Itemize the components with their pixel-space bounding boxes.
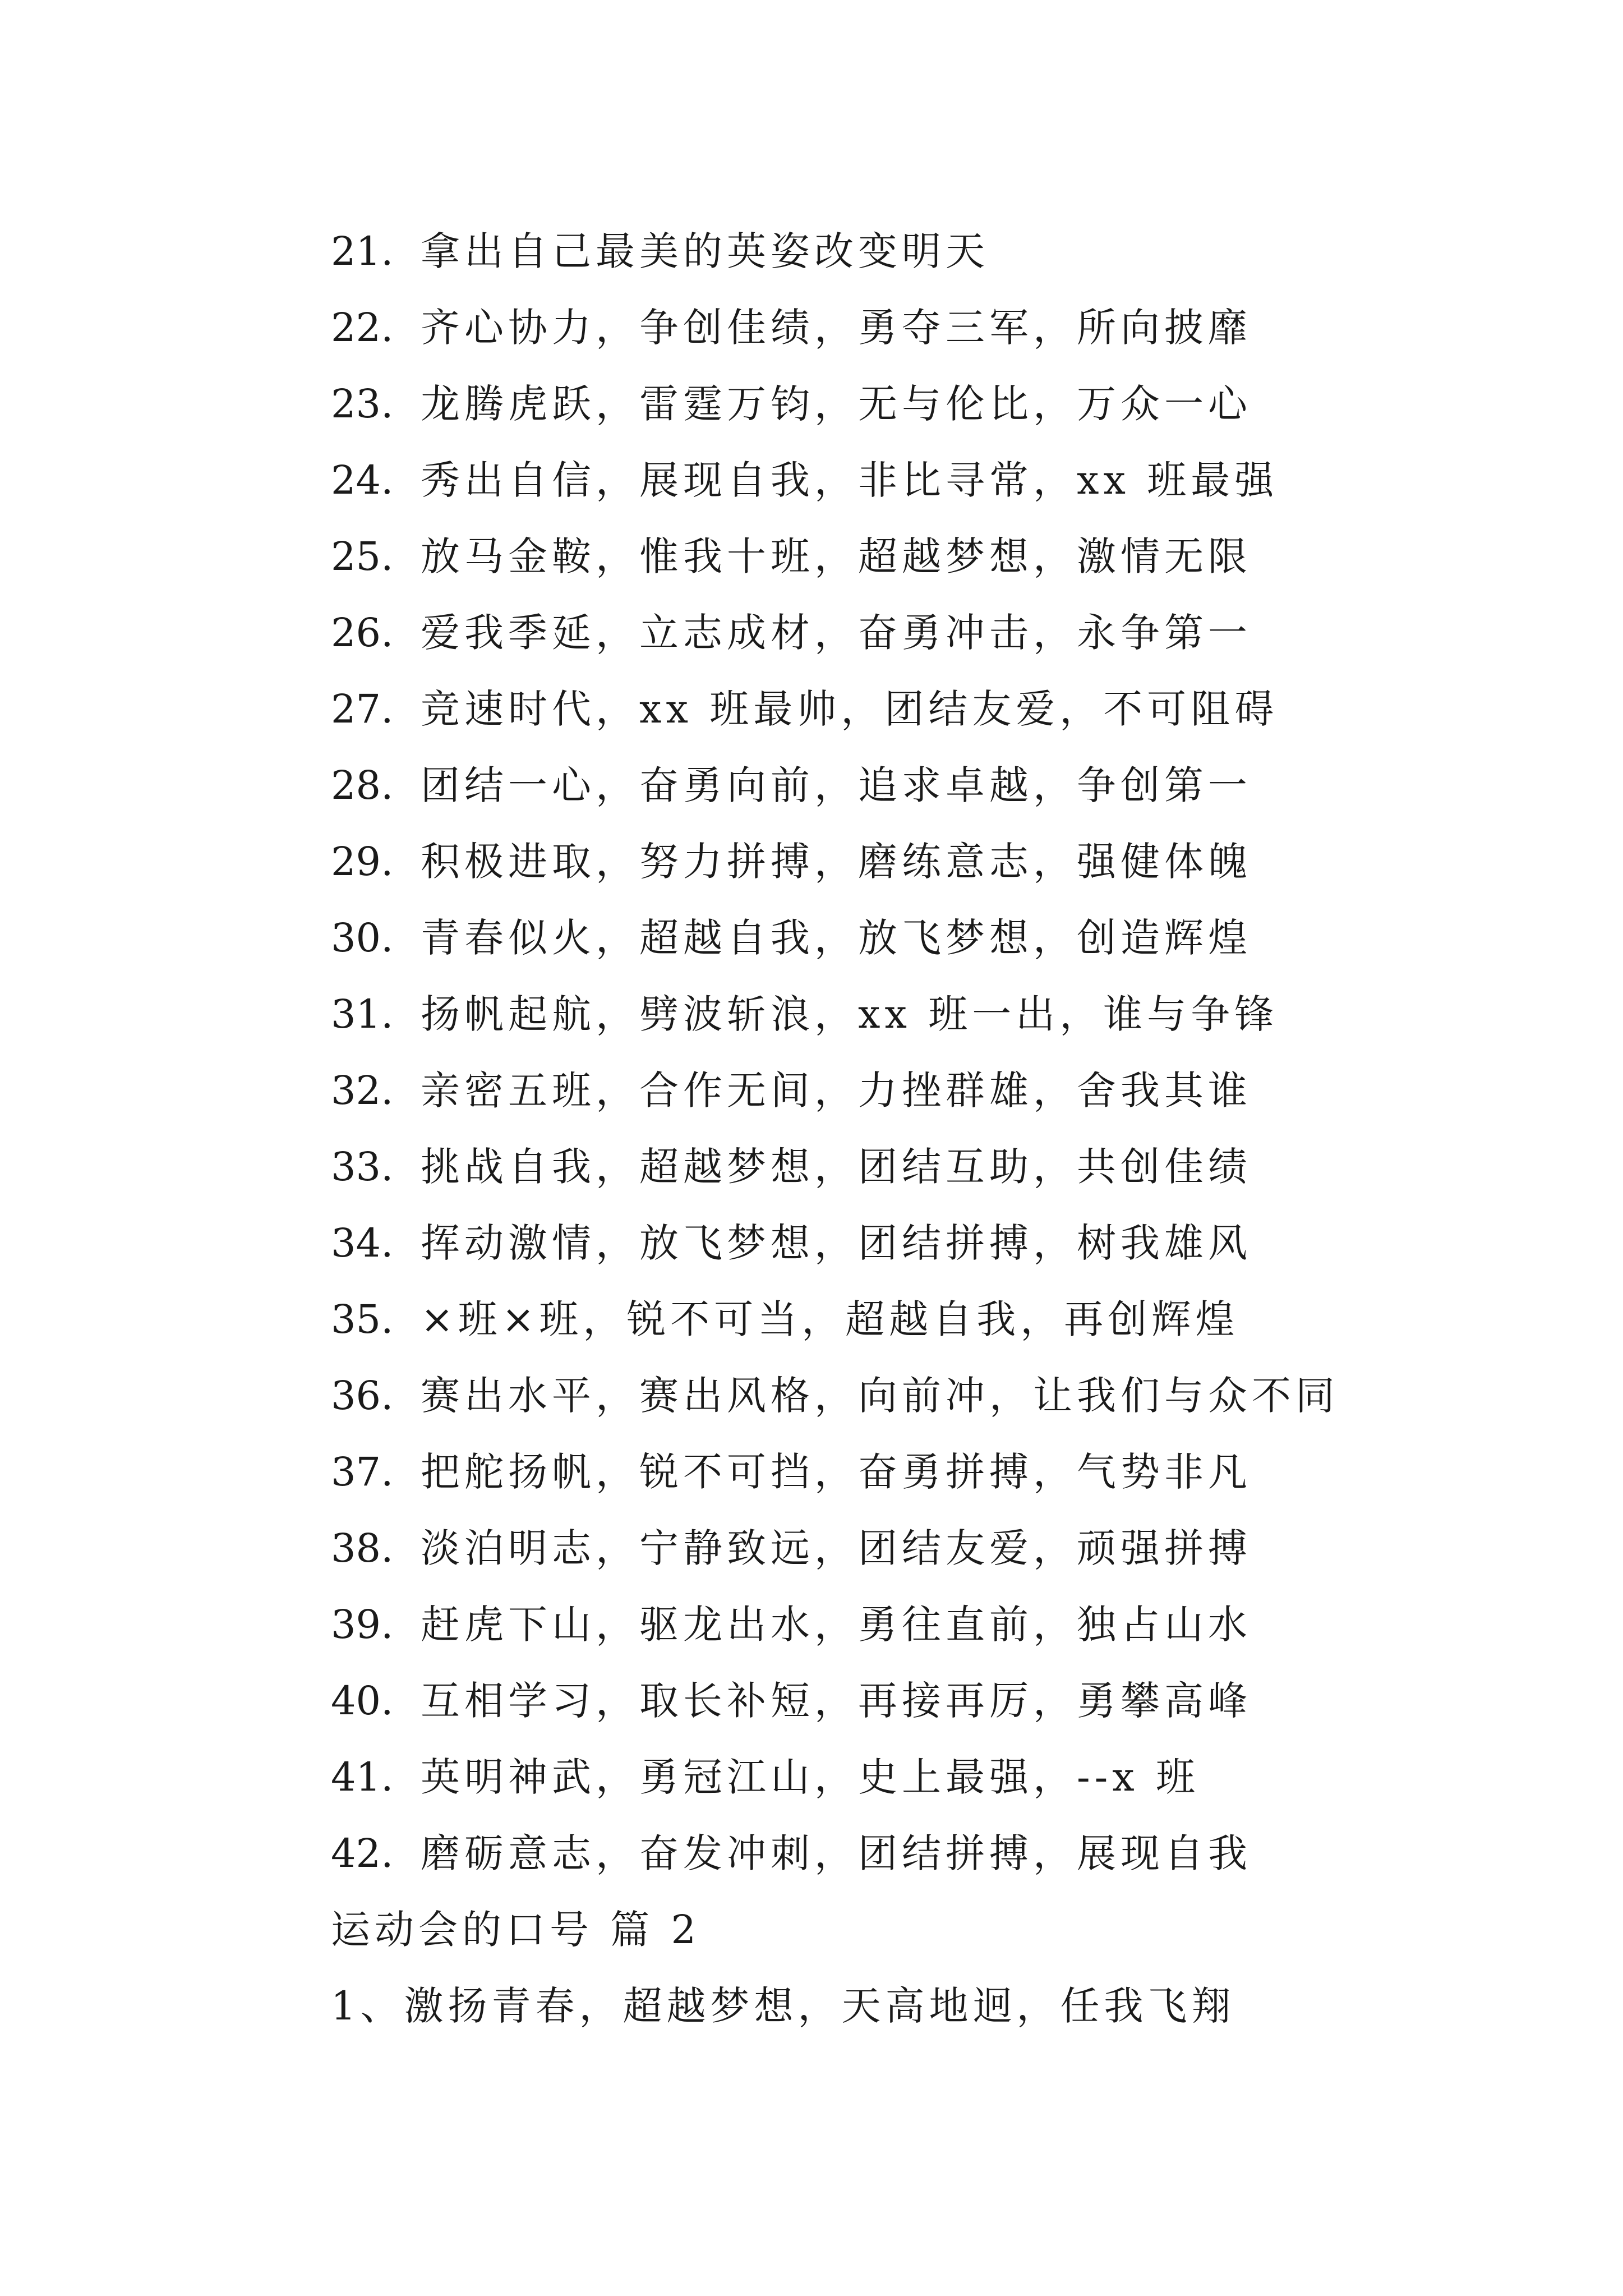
item-number: 31. xyxy=(331,991,394,1037)
item-text: 互相学习，取长补短，再接再厉，勇攀高峰 xyxy=(421,1678,1252,1724)
list-item xyxy=(331,823,1537,900)
item-number: 33. xyxy=(331,1144,394,1190)
item-text: 拿出自己最美的英姿改变明天 xyxy=(421,228,989,274)
list-item xyxy=(331,1815,1537,1892)
item-text: 赛出水平，赛出风格，向前冲，让我们与众不同 xyxy=(421,1373,1339,1419)
item-number: 35. xyxy=(331,1296,394,1342)
item-text: 亲密五班，合作无间，力挫群雄，舍我其谁 xyxy=(421,1068,1252,1114)
list-item xyxy=(331,900,1537,976)
item-text: 齐心协力，争创佳绩，勇夺三军，所向披靡 xyxy=(421,305,1252,351)
item-text: 英明神武，勇冠江山，史上最强，--x 班 xyxy=(421,1754,1200,1800)
section-heading: 运动会的口号 篇 2 xyxy=(331,1907,701,1953)
item-text: 放马金鞍，惟我十班，超越梦想，激情无限 xyxy=(421,533,1252,579)
list-item xyxy=(331,213,1537,289)
item-text: ×班×班，锐不可当，超越自我，再创辉煌 xyxy=(421,1296,1239,1342)
item-number: 42. xyxy=(331,1830,394,1876)
item-text: 积极进取，努力拼搏，磨练意志，强健体魄 xyxy=(421,839,1252,885)
item-text: 挑战自我，超越梦想，团结互助，共创佳绩 xyxy=(421,1144,1252,1190)
list-item xyxy=(331,595,1537,671)
list-item xyxy=(331,1129,1537,1205)
list-item xyxy=(331,289,1537,366)
item-number: 36. xyxy=(331,1373,394,1419)
item-text: 竞速时代，xx 班最帅，团结友爱，不可阻碍 xyxy=(421,686,1279,732)
list-item xyxy=(331,1052,1537,1129)
list-item xyxy=(331,442,1537,518)
list-item xyxy=(331,976,1537,1052)
section-slogan-list xyxy=(331,1968,1537,2044)
item-text: 淡泊明志，宁静致远，团结友爱，顽强拼搏 xyxy=(421,1525,1252,1571)
item-number: 41. xyxy=(331,1754,394,1800)
list-item xyxy=(331,1586,1537,1663)
item-number: 38. xyxy=(331,1525,394,1571)
item-number: 25. xyxy=(331,533,394,579)
item-number: 21. xyxy=(331,228,394,274)
list-item xyxy=(331,671,1537,747)
item-number: 29. xyxy=(331,839,394,885)
item-number: 32. xyxy=(331,1068,394,1114)
list-item xyxy=(331,1434,1537,1510)
item-number: 40. xyxy=(331,1678,394,1724)
item-number: 26. xyxy=(331,610,394,656)
item-text: 青春似火，超越自我，放飞梦想，创造辉煌 xyxy=(421,915,1252,961)
list-item xyxy=(331,1663,1537,1739)
item-text: 团结一心，奋勇向前，追求卓越，争创第一 xyxy=(421,762,1252,808)
list-item xyxy=(331,1281,1537,1358)
list-item xyxy=(331,1358,1537,1434)
list-item xyxy=(331,1510,1537,1586)
item-text: 扬帆起航，劈波斩浪，xx 班一出，谁与争锋 xyxy=(421,991,1279,1037)
list-item xyxy=(331,1205,1537,1281)
slogan-list xyxy=(331,213,1537,1892)
item-number: 39. xyxy=(331,1602,394,1648)
item-number: 27. xyxy=(331,686,394,732)
list-item xyxy=(331,366,1537,442)
item-number: 28. xyxy=(331,762,394,808)
item-text: 龙腾虎跃，雷霆万钧，无与伦比，万众一心 xyxy=(421,381,1252,427)
item-number: 22. xyxy=(331,305,394,351)
list-item: 1、激扬青春，超越梦想，天高地迥，任我飞翔 xyxy=(331,1983,1235,2029)
item-number: 34. xyxy=(331,1220,394,1266)
item-text: 磨砺意志，奋发冲刺，团结拼搏，展现自我 xyxy=(421,1830,1252,1876)
item-number: 24. xyxy=(331,457,394,503)
item-number: 30. xyxy=(331,915,394,961)
list-item xyxy=(331,518,1537,595)
item-text: 挥动激情，放飞梦想，团结拼搏，树我雄风 xyxy=(421,1220,1252,1266)
item-text: 爱我季延，立志成材，奋勇冲击，永争第一 xyxy=(421,610,1252,656)
list-item xyxy=(331,1739,1537,1815)
item-number: 23. xyxy=(331,381,394,427)
item-text: 把舵扬帆，锐不可挡，奋勇拼搏，气势非凡 xyxy=(421,1449,1252,1495)
item-number: 37. xyxy=(331,1449,394,1495)
list-item xyxy=(331,747,1537,823)
item-text: 秀出自信，展现自我，非比寻常，xx 班最强 xyxy=(421,457,1279,503)
item-text: 赶虎下山，驱龙出水，勇往直前，独占山水 xyxy=(421,1602,1252,1648)
